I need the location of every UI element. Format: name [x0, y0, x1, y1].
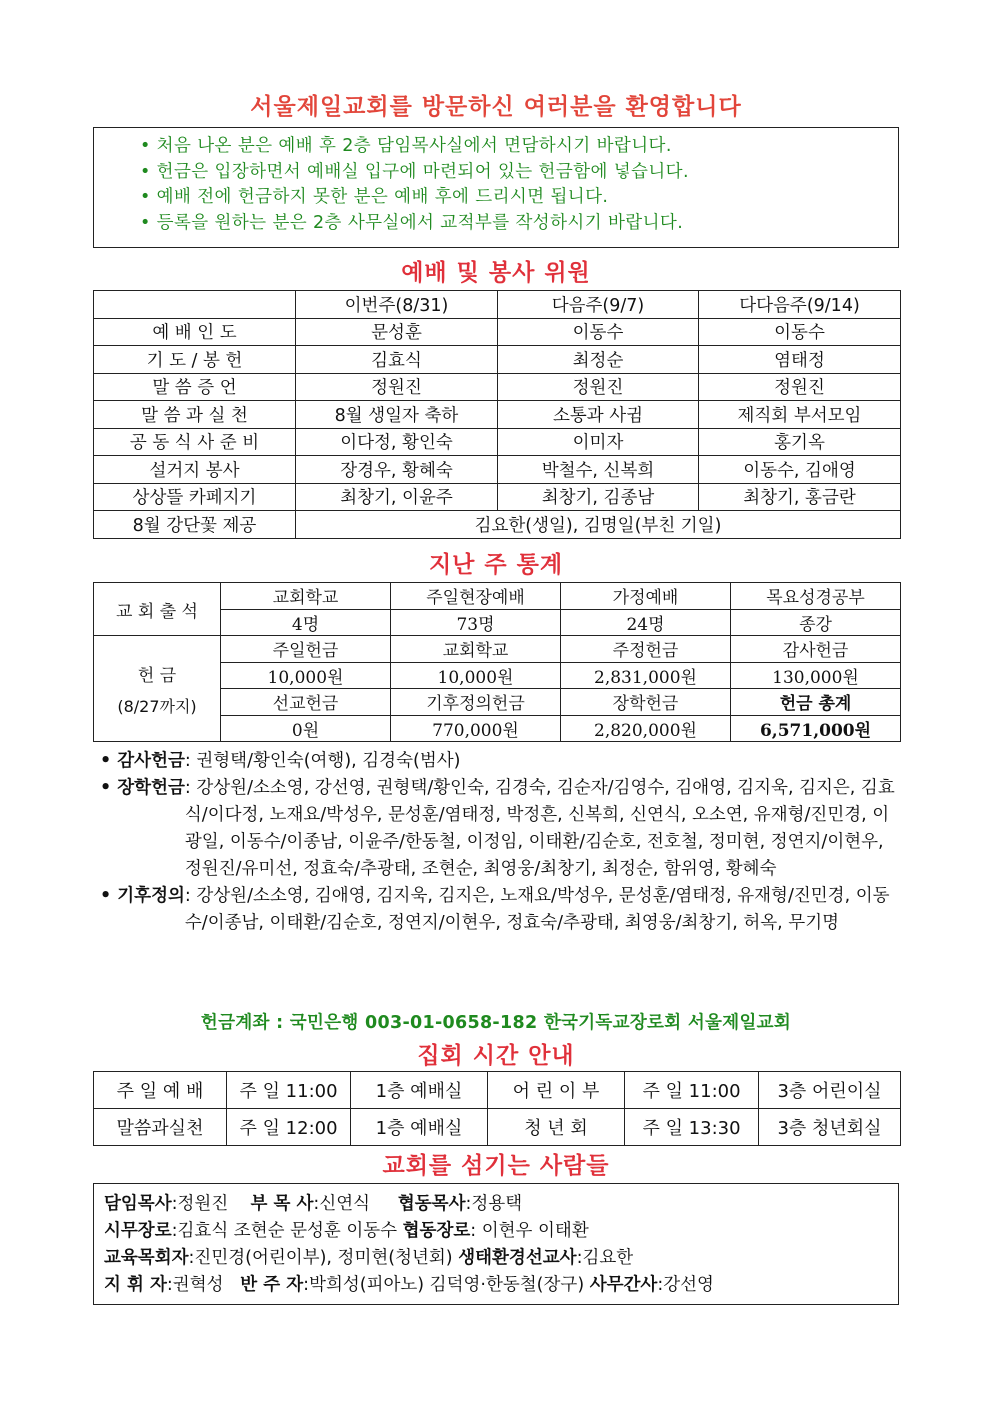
scholar-row — [100, 775, 900, 883]
climate-row — [100, 883, 900, 937]
table-header — [94, 291, 296, 319]
table-cell: 장경우, 황혜숙 — [296, 456, 498, 484]
table-cell: 제직회 부서모임 — [699, 401, 901, 429]
table-cell: 예 배 인 도 — [94, 318, 296, 346]
table-header: 주일헌금 — [221, 636, 391, 663]
table-cell: 홍기옥 — [699, 428, 901, 456]
table-header: 주일현장예배 — [391, 583, 561, 610]
times-table — [93, 1071, 901, 1146]
table-cell: 김요한(생일), 김명일(부친 기일) — [296, 511, 901, 539]
staff-names: : 이현우 이태환 — [470, 1221, 589, 1241]
times-title: 집회 시간 안내 — [417, 1043, 575, 1069]
table-cell: 이미자 — [498, 428, 699, 456]
table-cell: 3층 어린이실 — [759, 1072, 901, 1109]
staff-role: 협동목사 — [397, 1194, 466, 1214]
table-cell: 주 일 11:00 — [625, 1072, 759, 1109]
table-cell: 정원진 — [498, 373, 699, 401]
staff-role: 담임목사 — [104, 1194, 172, 1214]
table-cell: 주 일 예 배 — [94, 1072, 227, 1109]
table-cell: 상상뜰 카페지기 — [94, 483, 296, 511]
table-cell: 김효식 — [296, 346, 498, 374]
table-row — [94, 483, 901, 511]
table-cell: 주 일 13:30 — [625, 1109, 759, 1146]
table-cell: 어 린 이 부 — [488, 1072, 625, 1109]
welcome-line: • 처음 나온 분은 예배 후 2층 담임목사실에서 면담하시기 바랍니다. — [140, 136, 672, 156]
welcome-title: 서울제일교회를 방문하신 여러분을 환영합니다 — [250, 94, 742, 120]
staff-line — [104, 1218, 898, 1245]
welcome-box — [93, 127, 899, 248]
offering-label — [94, 636, 221, 742]
table-cell: 공 동 식 사 준 비 — [94, 428, 296, 456]
staff-line — [104, 1245, 898, 1272]
table-header: 이번주(8/31) — [296, 291, 498, 319]
table-header: 감사헌금 — [731, 636, 901, 663]
staff-role: 지 휘 자 — [104, 1275, 167, 1295]
staff-role: 사무간사 — [589, 1275, 658, 1295]
table-cell: 3층 청년회실 — [759, 1109, 901, 1146]
staff-names: :강선영 — [657, 1275, 714, 1295]
table-header: 기후정의헌금 — [391, 689, 561, 716]
table-cell: 1층 예배실 — [351, 1109, 488, 1146]
staff-role: 부 목 사 — [250, 1194, 314, 1214]
table-cell: 8월 생일자 축하 — [296, 401, 498, 429]
table-cell: 최창기, 홍금란 — [699, 483, 901, 511]
table-cell: 이다정, 황인숙 — [296, 428, 498, 456]
offering-account: 헌금계좌 : 국민은행 003-01-0658-182 한국기독교장로회 서울제일교회 — [200, 1013, 792, 1033]
table-cell: 종강 — [731, 609, 901, 636]
table-cell: 770,000원 — [391, 715, 561, 742]
table-cell: 24명 — [561, 609, 731, 636]
table-cell: 이동수 — [498, 318, 699, 346]
table-cell: 130,000원 — [731, 662, 901, 689]
stats-title: 지난 주 통계 — [428, 552, 564, 578]
welcome-line: • 예배 전에 헌금하지 못한 분은 예배 후에 드리시면 됩니다. — [140, 187, 609, 207]
welcome-line: • 등록을 원하는 분은 2층 사무실에서 교적부를 작성하시기 바랍니다. — [140, 212, 684, 233]
table-cell: 청 년 회 — [488, 1109, 625, 1146]
table-cell: 설거지 봉사 — [94, 456, 296, 484]
staff-role: 협동장로 — [402, 1221, 471, 1241]
table-cell: 8월 강단꽃 제공 — [94, 511, 296, 539]
table-cell: 이동수 — [699, 318, 901, 346]
staff-names: :진민경(어린이부), 정미현(청년회) — [188, 1248, 453, 1268]
table-row — [94, 636, 901, 663]
stats-table — [93, 582, 901, 742]
table-header: 선교헌금 — [221, 689, 391, 716]
thanks-label: • 감사헌금 — [100, 751, 185, 771]
table-row — [94, 428, 901, 456]
table-cell: 말씀과실천 — [94, 1109, 227, 1146]
offering-period: (8/27까지) — [117, 696, 197, 716]
table-row — [94, 401, 901, 429]
climate-label: • 기후정의 — [100, 886, 185, 906]
table-row — [94, 318, 901, 346]
staff-role: 생태환경선교사 — [458, 1248, 577, 1268]
thanks-row — [100, 748, 900, 775]
offering-label-text: 헌 금 — [137, 665, 177, 686]
table-cell: 문성훈 — [296, 318, 498, 346]
staff-role: 시무장로 — [104, 1221, 172, 1241]
staff-names: :정용택 — [465, 1194, 523, 1214]
staff-title: 교회를 섬기는 사람들 — [382, 1153, 610, 1179]
total-value: 6,571,000원 — [731, 715, 901, 742]
staff-line — [104, 1191, 898, 1218]
table-header: 다다음주(9/14) — [699, 291, 901, 319]
table-header: 교회학교 — [391, 636, 561, 663]
staff-box — [93, 1183, 899, 1305]
table-cell: 1층 예배실 — [351, 1072, 488, 1109]
climate-names: : 강상원/소소영, 김애영, 김지욱, 김지은, 노재요/박성우, 문성훈/염태정, 유재형/진민경, 이동수/이종남, 이태환/김순호, 정연지/이현우, 정효숙/추광태, 최영웅/최창기, 허옥, 무기명 — [184, 886, 890, 933]
table-row — [94, 346, 901, 374]
table-header: 목요성경공부 — [731, 583, 901, 610]
table-cell: 기 도 / 봉 헌 — [94, 346, 296, 374]
staff-names: :신연식 — [313, 1194, 371, 1214]
table-cell: 박철수, 신복희 — [498, 456, 699, 484]
table-cell: 2,831,000원 — [561, 662, 731, 689]
table-cell: 최창기, 김종남 — [498, 483, 699, 511]
table-cell: 2,820,000원 — [561, 715, 731, 742]
table-row — [94, 1072, 901, 1109]
table-row — [94, 1109, 901, 1146]
attendance-label: 교 회 출 석 — [94, 583, 221, 636]
staff-names: :박희성(피아노) 김덕영·한동철(장구) — [303, 1275, 585, 1295]
table-cell: 10,000원 — [391, 662, 561, 689]
table-row — [94, 291, 901, 319]
table-cell: 10,000원 — [221, 662, 391, 689]
table-cell: 주 일 11:00 — [227, 1072, 351, 1109]
staff-names: :권혁성 — [166, 1275, 224, 1295]
staff-names: :김효식 조현순 문성훈 이동수 — [171, 1221, 398, 1241]
table-row — [94, 456, 901, 484]
table-header: 교회학교 — [221, 583, 391, 610]
table-header: 가정예배 — [561, 583, 731, 610]
table-cell: 염태정 — [699, 346, 901, 374]
total-header: 헌금 총계 — [731, 689, 901, 716]
table-header: 주정헌금 — [561, 636, 731, 663]
table-cell: 정원진 — [296, 373, 498, 401]
table-header: 다음주(9/7) — [498, 291, 699, 319]
staff-names: :김요한 — [576, 1248, 634, 1268]
table-row — [94, 583, 901, 610]
table-cell: 말 씀 과 실 천 — [94, 401, 296, 429]
staff-role: 반 주 자 — [240, 1275, 304, 1295]
table-row — [94, 373, 901, 401]
duty-table — [93, 290, 901, 539]
table-cell: 최정순 — [498, 346, 699, 374]
table-cell: 최창기, 이윤주 — [296, 483, 498, 511]
staff-role: 교육목회자 — [104, 1248, 189, 1268]
staff-line — [104, 1272, 898, 1299]
scholar-label: • 장학헌금 — [100, 778, 185, 798]
donor-lists — [100, 748, 900, 937]
table-cell: 73명 — [391, 609, 561, 636]
scholar-names: : 강상원/소소영, 강선영, 권형택/황인숙, 김경숙, 김순자/김영수, 김애영, 김지욱, 김지은, 김효식/이다정, 노재요/박성우, 문성훈/염태정, 박정흔, 신복희, 신연식, 오소연, 유재형/진민경, 이광일, 이동수/이종남, 이윤주/한동철, 이정임, 이태환/김순호, 전호철, 정미현, 정연지/이현우, 정원진/유미선, 정효숙/추광태, 조현순, 최영웅/최창기, 최정순, 함위영, 황혜숙 — [184, 778, 895, 879]
table-header: 장학헌금 — [561, 689, 731, 716]
table-cell: 소통과 사귐 — [498, 401, 699, 429]
duty-title: 예배 및 봉사 위원 — [401, 260, 591, 286]
staff-names: :정원진 — [171, 1194, 229, 1214]
table-cell: 0원 — [221, 715, 391, 742]
table-cell: 이동수, 김애영 — [699, 456, 901, 484]
table-cell: 말 씀 증 언 — [94, 373, 296, 401]
welcome-line: • 헌금은 입장하면서 예배실 입구에 마련되어 있는 헌금함에 넣습니다. — [140, 161, 689, 182]
table-cell: 4명 — [221, 609, 391, 636]
table-cell: 주 일 12:00 — [227, 1109, 351, 1146]
thanks-names: : 권형택/황인숙(여행), 김경숙(범사) — [184, 751, 461, 771]
table-cell: 정원진 — [699, 373, 901, 401]
table-row — [94, 511, 901, 539]
